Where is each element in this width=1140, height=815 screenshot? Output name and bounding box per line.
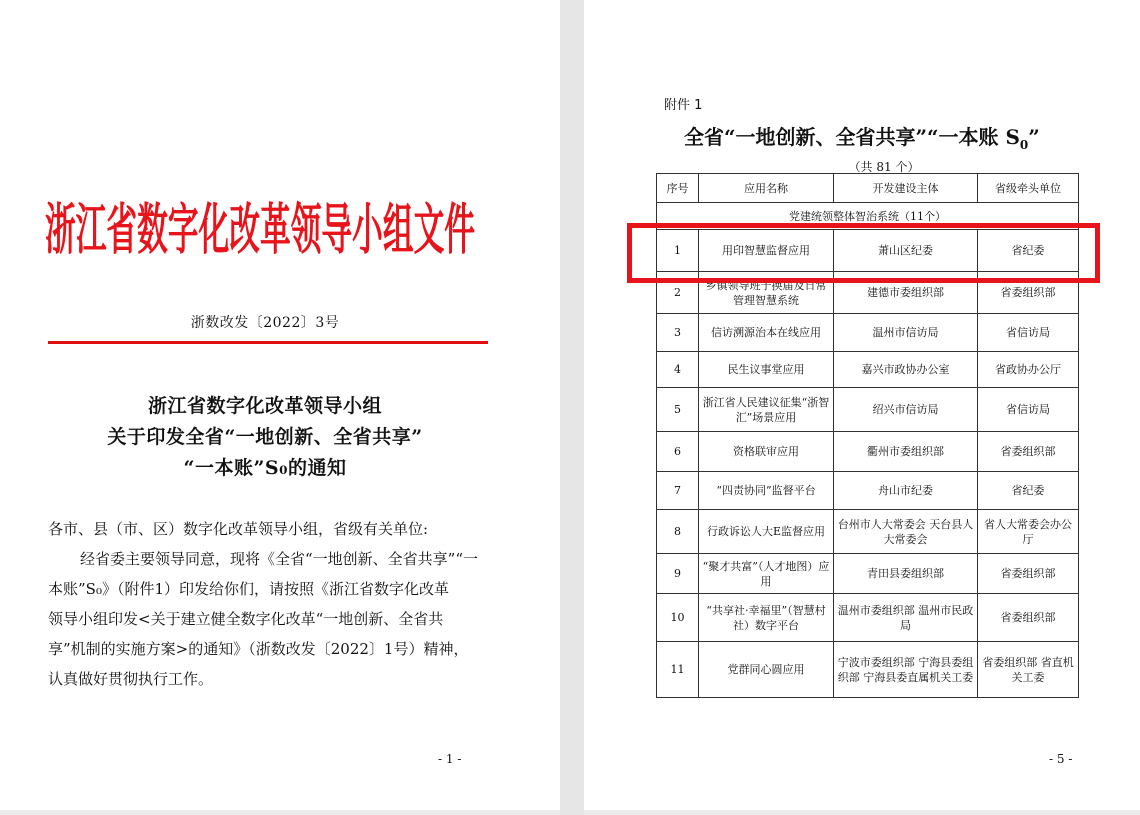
cell-app-name: 乡镇领导班子换届及日常管理智慧系统 — [699, 272, 834, 314]
cell-row-number: 3 — [657, 314, 699, 352]
cell-lead-unit: 省信访局 — [978, 314, 1079, 352]
section-header: 党建统领整体智治系统（11个） — [657, 203, 1079, 230]
cell-lead-unit: 省委组织部 — [978, 432, 1079, 472]
notice-title-line-1: 浙江省数字化改革领导小组 — [147, 395, 382, 417]
table-row — [657, 594, 1079, 642]
table-row — [657, 642, 1079, 698]
document-page-5 — [584, 0, 1140, 810]
table-row — [657, 472, 1079, 510]
cell-builder: 温州市委组织部 温州市民政局 — [834, 594, 978, 642]
cell-lead-unit: 省纪委 — [978, 472, 1079, 510]
table-row — [657, 352, 1079, 388]
cell-row-number: 2 — [657, 272, 699, 314]
cell-row-number: 9 — [657, 554, 699, 594]
cell-lead-unit: 省政协办公厅 — [978, 352, 1079, 388]
cell-app-name: 民生议事堂应用 — [699, 352, 834, 388]
table-row — [657, 554, 1079, 594]
column-header-builder: 开发建设主体 — [834, 174, 978, 203]
cell-app-name: “四责协同”监督平台 — [699, 472, 834, 510]
body-text-line: 经省委主要领导同意，现将《全省“一地创新、全省共享”“一 — [80, 550, 479, 568]
cell-row-number: 4 — [657, 352, 699, 388]
cell-builder: 温州市信访局 — [834, 314, 978, 352]
cell-builder: 萧山区纪委 — [834, 230, 978, 272]
cell-builder: 嘉兴市政协办公室 — [834, 352, 978, 388]
cell-builder: 宁波市委组织部 宁海县委组织部 宁海县委直属机关工委 — [834, 642, 978, 698]
table-count: （共 81 个） — [848, 160, 920, 174]
cell-builder: 青田县委组织部 — [834, 554, 978, 594]
table-row — [657, 510, 1079, 554]
column-header-app-name: 应用名称 — [699, 174, 834, 203]
table-row — [657, 432, 1079, 472]
body-text-line: 认真做好贯彻执行工作。 — [48, 670, 214, 688]
notice-title-line-2: 关于印发全省“一地创新、全省共享” — [107, 426, 423, 448]
cell-app-name: 用印智慧监督应用 — [699, 230, 834, 272]
page-gap — [560, 0, 584, 815]
cell-row-number: 6 — [657, 432, 699, 472]
table-title-subscript: 0 — [1019, 138, 1029, 152]
red-header-title — [40, 182, 480, 260]
cell-lead-unit: 省委组织部 — [978, 272, 1079, 314]
cell-lead-unit: 省纪委 — [978, 230, 1079, 272]
cell-lead-unit: 省委组织部 — [978, 594, 1079, 642]
cell-row-number: 5 — [657, 388, 699, 432]
cell-builder: 建德市委组织部 — [834, 272, 978, 314]
cell-lead-unit: 省委组织部 — [978, 554, 1079, 594]
body-text-line: 领导小组印发<关于建立健全数字化改革“一地创新、全省共 — [48, 610, 444, 628]
body-text-line: 本账”S₀》（附件1）印发给你们，请按照《浙江省数字化改革 — [48, 580, 450, 598]
red-divider — [48, 341, 488, 344]
table-title — [684, 121, 1040, 152]
column-header-number: 序号 — [657, 174, 699, 203]
body-text-line: 享”机制的实施方案>的通知》（浙数改发〔2022〕1号）精神， — [48, 640, 469, 658]
cell-row-number: 8 — [657, 510, 699, 554]
cell-lead-unit: 省人大常委会办公厅 — [978, 510, 1079, 554]
document-page-1 — [0, 0, 560, 810]
table-title-end: ” — [1028, 125, 1040, 149]
table-row — [657, 314, 1079, 352]
cell-row-number: 11 — [657, 642, 699, 698]
cell-app-name: 浙江省人民建议征集“浙智汇”场景应用 — [699, 388, 834, 432]
cell-row-number: 10 — [657, 594, 699, 642]
cell-app-name: “聚才共富”（人才地图）应用 — [699, 554, 834, 594]
cell-builder: 衢州市委组织部 — [834, 432, 978, 472]
column-header-lead-unit: 省级牵头单位 — [978, 174, 1079, 203]
highlight-box — [627, 223, 1100, 283]
table-header-row — [657, 174, 1079, 203]
cell-builder: 台州市人大常委会 天台县人大常委会 — [834, 510, 978, 554]
cell-builder: 绍兴市信访局 — [834, 388, 978, 432]
cell-row-number: 1 — [657, 230, 699, 272]
page-number: - 1 - — [438, 752, 462, 766]
cell-app-name: 行政诉讼人大E监督应用 — [699, 510, 834, 554]
notice-title-line-3: “一本账”S₀的通知 — [183, 457, 347, 479]
cell-row-number: 7 — [657, 472, 699, 510]
cell-app-name: 信访溯源治本在线应用 — [699, 314, 834, 352]
page-number: - 5 - — [1049, 752, 1073, 766]
cell-lead-unit: 省委组织部 省直机关工委 — [978, 642, 1079, 698]
cell-app-name: “共享社·幸福里”（智慧村社）数字平台 — [699, 594, 834, 642]
cell-lead-unit: 省信访局 — [978, 388, 1079, 432]
document-number: 浙数改发〔2022〕3号 — [190, 315, 340, 331]
cell-app-name: 资格联审应用 — [699, 432, 834, 472]
cell-builder: 舟山市纪委 — [834, 472, 978, 510]
red-header-text: 浙江省数字化改革领导小组文件 — [45, 197, 476, 260]
cell-app-name: 党群同心圆应用 — [699, 642, 834, 698]
attachment-label: 附件 1 — [664, 98, 703, 113]
table-row — [657, 388, 1079, 432]
body-text-line: 各市、县（市、区）数字化改革领导小组，省级有关单位: — [48, 520, 429, 538]
table-title-main: 全省“一地创新、全省共享”“一本账 S — [684, 125, 1020, 149]
